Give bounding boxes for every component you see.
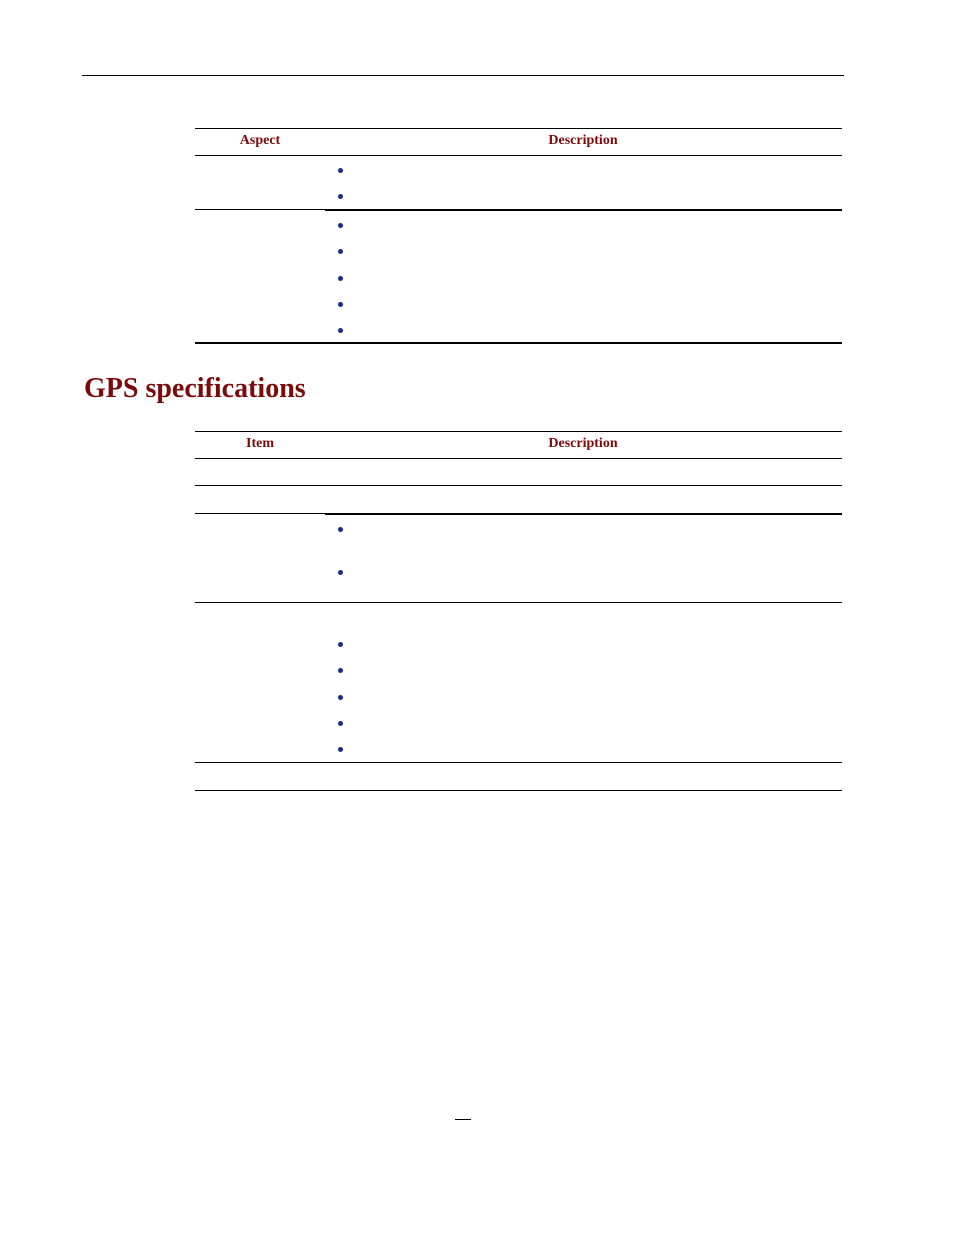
column-header-description: Description — [548, 436, 618, 451]
table-bottom-rule — [195, 342, 842, 344]
row-divider — [325, 209, 842, 211]
column-header-aspect: Aspect — [239, 133, 281, 148]
gps-spec-table — [195, 431, 842, 793]
table-top-rule — [195, 128, 842, 129]
bullet-icon — [338, 527, 343, 532]
bullet-icon — [338, 747, 343, 752]
bullet-icon — [338, 276, 343, 281]
header-bottom-rule — [195, 458, 842, 459]
row-divider — [195, 513, 325, 514]
bullet-icon — [338, 668, 343, 673]
bullet-icon — [338, 721, 343, 726]
table-top-rule — [195, 431, 842, 432]
bullet-icon — [338, 223, 343, 228]
bullet-icon — [338, 328, 343, 333]
bullet-icon — [338, 695, 343, 700]
header-bottom-rule — [195, 155, 842, 156]
column-header-item: Item — [246, 436, 274, 451]
row-divider — [195, 762, 842, 763]
row-divider — [195, 602, 842, 603]
bullet-icon — [338, 194, 343, 199]
bullet-icon — [338, 302, 343, 307]
row-divider — [195, 209, 325, 210]
page-header-rule — [82, 75, 844, 76]
row-divider — [325, 513, 842, 515]
row-divider — [195, 485, 842, 486]
footer-rule — [455, 1119, 471, 1120]
bullet-icon — [338, 570, 343, 575]
aspect-table — [195, 128, 842, 346]
bullet-icon — [338, 249, 343, 254]
bullet-icon — [338, 168, 343, 173]
section-title: GPS specifications — [84, 373, 306, 404]
column-header-description: Description — [548, 133, 618, 148]
table-bottom-rule — [195, 790, 842, 791]
bullet-icon — [338, 642, 343, 647]
